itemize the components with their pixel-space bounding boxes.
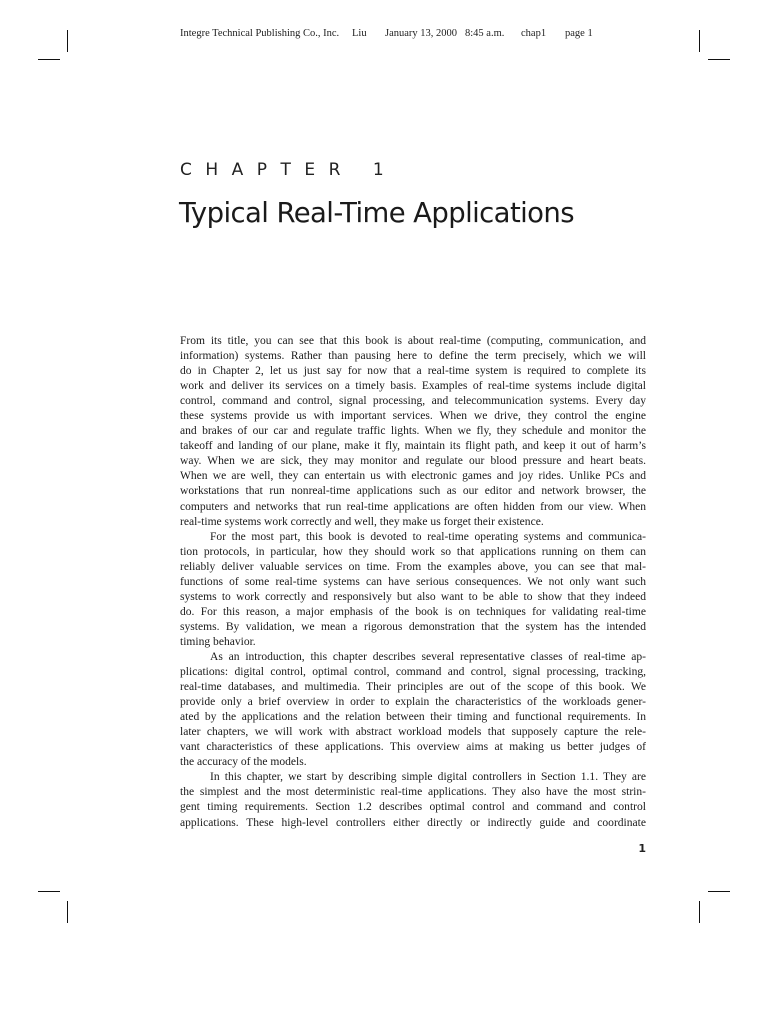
text-line: information) systems. Rather than pausing here to define the term precisely, which we will [180, 350, 646, 363]
paragraph-2 [180, 530, 646, 650]
text-line: way. When we are sick, they may monitor and regulate our blood pressure and heart beats. [180, 455, 646, 468]
text-line: plications: digital control, optimal control, command and control, signal processing, tracking, [180, 666, 646, 679]
text-line: work and deliver its services on a timely basis. Examples of real-time systems include digital [180, 380, 646, 393]
header-file: chap1 [521, 28, 547, 39]
text-line: systems. By validation, we mean a rigorous demonstration that the system has the intended [180, 620, 646, 633]
text-line: timing behavior. [180, 635, 256, 648]
text-line: takeoff and landing of our plane, make it fly, maintain its flight path, and keep it out of harm’s [180, 440, 646, 453]
crop-mark-bottom-right-vertical [699, 901, 700, 923]
header-time: 8:45 a.m. [465, 28, 505, 39]
text-line: provide only a brief overview in order to explain the characteristics of the workloads gener- [180, 696, 646, 709]
chapter-label: CHAPTER 1 [180, 160, 398, 180]
text-line: tion protocols, in particular, how they should work so that applications running on them can [180, 545, 646, 558]
text-line: the accuracy of the models. [180, 756, 307, 769]
text-line: functions of some real-time systems can have serious consequences. We not only want such [180, 575, 646, 588]
crop-mark-bottom-right-horizontal [708, 891, 730, 892]
text-line: do in Chapter 2, let us just say for now that a real-time system is required to complete its [180, 365, 646, 378]
text-line: these systems provide us with important services. When we drive, they control the engine [180, 410, 646, 423]
text-line: computers and networks that run real-time applications are often hidden from our view. When [180, 500, 646, 513]
chapter-title: Typical Real-Time Applications [179, 197, 574, 229]
text-line: later chapters, we will work with abstract workload models that supposely capture the rele- [180, 726, 646, 739]
text-line: real-time systems work correctly and well, they make us forget their existence. [180, 515, 544, 528]
text-line: do. For this reason, a major emphasis of the book is on techniques for validating real-time [180, 605, 646, 618]
text-line: and brakes of our car and regulate traffic lights. When we fly, they schedule and monitor the [180, 425, 646, 438]
text-line: the simplest and the most deterministic real-time applications. They also have the most strin- [180, 786, 646, 799]
text-line: systems to work correctly and responsively but also want to be able to show that they indeed [180, 590, 646, 603]
paragraph-4 [180, 770, 646, 830]
paragraph-1 [180, 334, 646, 530]
crop-mark-top-right-vertical [699, 30, 700, 52]
text-line: When we are well, they can entertain us with electronic games and joy rides. Unlike PCs and [180, 470, 646, 483]
page-number: 1 [638, 842, 646, 855]
header-author: Liu [352, 28, 367, 39]
crop-mark-bottom-left-horizontal [38, 891, 60, 892]
crop-mark-top-left-vertical [67, 30, 68, 52]
text-line: gent timing requirements. Section 1.2 describes optimal control and command and control [180, 801, 646, 814]
crop-mark-top-left-horizontal [38, 59, 60, 60]
text-line: In this chapter, we start by describing simple digital controllers in Section 1.1. They are [210, 771, 646, 784]
paragraph-3 [180, 650, 646, 770]
header-date: January 13, 2000 [385, 28, 458, 39]
text-line: real-time databases, and multimedia. Their principles are out of the scope of this book. We [180, 681, 646, 694]
text-line: vant characteristics of these applications. This overview aims at making us better judges of [180, 741, 646, 754]
text-line: applications. These high-level controllers either directly or indirectly guide and coordinate [180, 816, 646, 829]
crop-mark-bottom-left-vertical [67, 901, 68, 923]
text-line: ated by the applications and the relation between their timing and functional requirements. In [180, 711, 646, 724]
text-line: From its title, you can see that this book is about real-time (computing, communication, and [180, 335, 646, 347]
text-line: reliably deliver valuable services on time. From the examples above, you can see that mal- [180, 560, 646, 573]
header-publisher: Integre Technical Publishing Co., Inc. [180, 28, 340, 39]
chapter-body [180, 334, 646, 831]
text-line: For the most part, this book is devoted to real-time operating systems and communica- [210, 530, 646, 543]
text-line: As an introduction, this chapter describes several representative classes of real-time ap- [210, 650, 646, 663]
header-page: page 1 [565, 28, 593, 39]
text-line: control, command and control, signal processing, and telecommunication systems. Every day [180, 395, 646, 408]
text-line: workstations that run nonreal-time applications such as our editor and network browser, the [180, 485, 646, 498]
crop-mark-top-right-horizontal [708, 59, 730, 60]
